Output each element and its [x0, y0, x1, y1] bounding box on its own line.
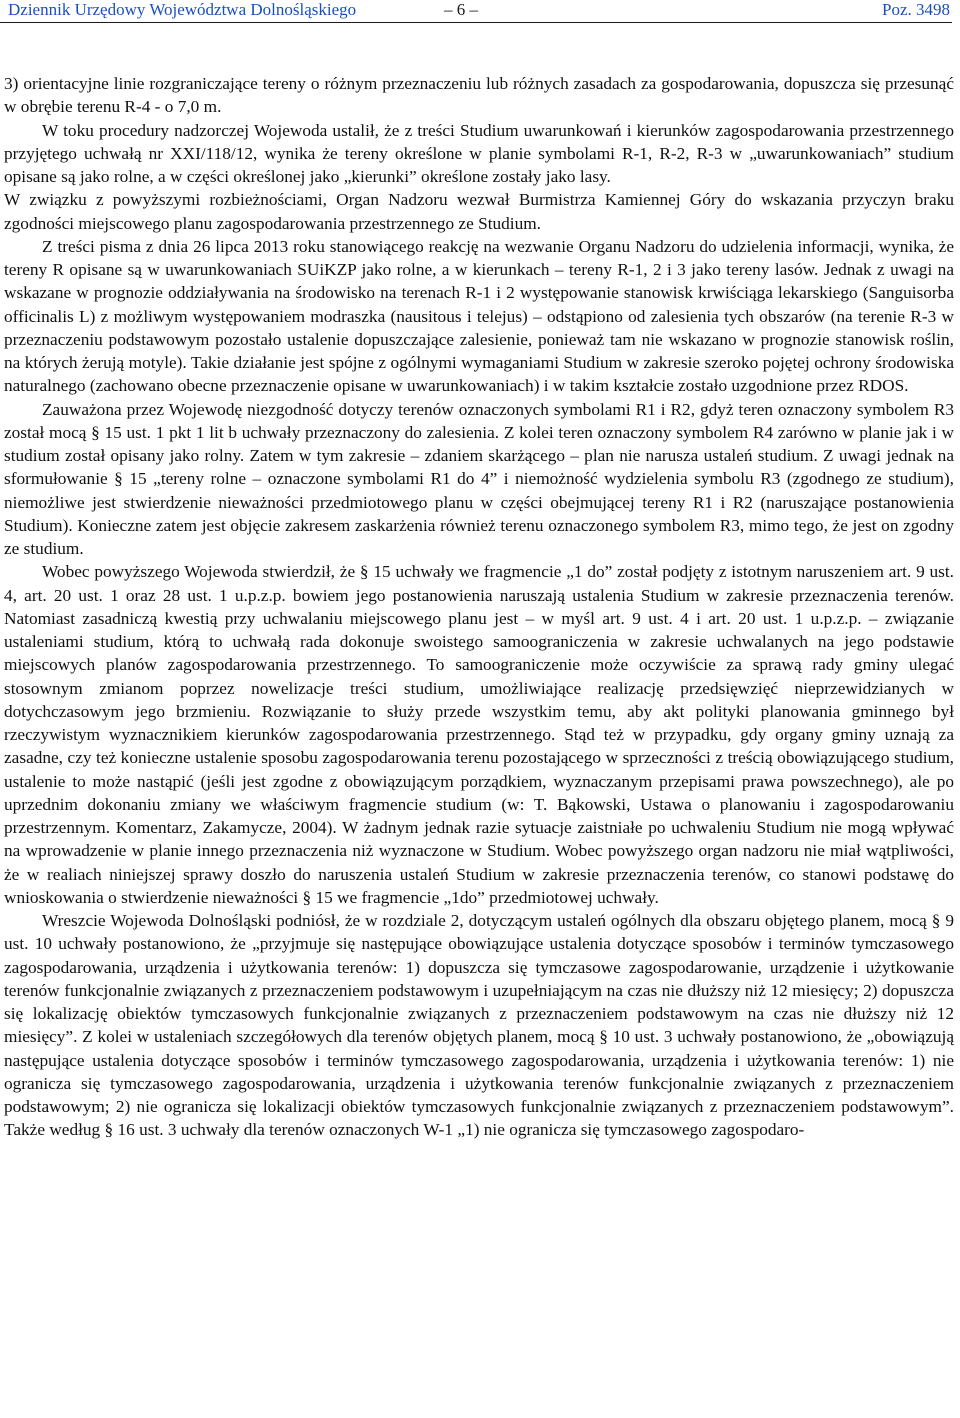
- header-divider: [0, 22, 952, 23]
- paragraph-procedure: W toku procedury nadzorczej Wojewoda ustalił, że z treści Studium uwarunkowań i kierunków zagospodarowania przestrzennego przyjętego uchwałą nr XXI/118/12, wynika że tereny określone w planie symbolami R-1, R-2, R-3 w „uwarunkowaniach” studium opisane są jako rolne, a w części określonej jako „kierunki” określone zostały jako lasy.: [4, 120, 954, 186]
- document-body: [4, 72, 954, 1142]
- paragraph-letter-response: Z treści pisma z dnia 26 lipca 2013 roku stanowiącego reakcję na wezwanie Organu Nadzoru do udzielenia informacji, wynika, że tereny R opisane są w uwarunkowaniach SUiKZP jako rolne, a w kierunkach – tereny R-1, 2 i 3 jako tereny lasów. Jednak z uwagi na wskazane w prognozie oddziaływania na środowisko na terenach R-1 i 2 występowanie stanowisk krwiściąga lekarskiego (Sanguisorba officinalis L) z możliwym występowaniem modraszka (nausitous i telejus) – odstąpiono od zalesienia tych obszarów (na terenie R-3 w przeznaczeniu podstawowym pozostało ustalenie dopuszczające zalesienie, ponieważ tam nie wskazano w prognozie stanowisk roślin, na których żerują motyle). Takie działanie jest spójne z ogólnymi wymaganiami Studium w zakresie szeroko pojętej ochrony środowiska naturalnego (zachowano obecne przeznaczenie opisane w uwarunkowaniach) i w takim kształcie zostało uzgodnione przez RDOS.: [4, 236, 954, 396]
- paragraph-conclusion: Wobec powyższego Wojewoda stwierdził, że § 15 uchwały we fragmencie „1 do” został podjęty z istotnym naruszeniem art. 9 ust. 4, art. 20 ust. 1 oraz 28 ust. 1 u.p.z.p. bowiem jego postanowienia naruszają ustalenia Studium w zakresie przeznaczenia terenów. Natomiast zasadniczą kwestią przy uchwalaniu miejscowego planu jest – w myśl art. 9 ust. 4 i art. 20 ust. 1 u.p.z.p. – związanie ustaleniami studium, którą to uchwałą rada dokonuje swoistego samoograniczenia w zakresie uchwalanych na jego podstawie miejscowych planów zagospodarowania przestrzennego. To samoograniczenie może oczywiście za sprawą rady gminy ulegać stosownym zmianom poprzez nowelizacje treści studium, umożliwiające realizację przedsięwzięć nieprzewidzianych w dotychczasowym jego brzmieniu. Rozwiązanie to służy przede wszystkim temu, aby akt polityki planowania gminnego był rzeczywistym wyznacznikiem kierunków zagospodarowania przestrzennego. Stąd też w przypadku, gdy organy gminy uznają za zasadne, czy też konieczne ustalenie sposobu zagospodarowania terenu pozostającego w sprzeczności z treścią obowiązującego studium, ustalenie to może nastąpić (jeśli jest zgodne z obowiązującym porządkiem, wyznaczanym przepisami prawa powszechnego), ale po uprzednim dokonaniu zmiany we właściwym fragmencie studium (w: T. Bąkowski, Ustawa o planowaniu i zagospodarowaniu przestrzennym. Komentarz, Zakamycze, 2004). W żadnym jednak razie sytuacje zaistniałe po uchwaleniu Studium nie mogą wpływać na wprowadzenie w planie innego przeznaczenia niż wyznaczone w Studium. Wobec powyższego organ nadzoru nie miał wątpliwości, że w realiach niniejszej sprawy doszło do naruszenia ustaleń Studium w zakresie przeznaczenia terenów, co stanowi podstawę do wnioskowania o stwierdzenie nieważności § 15 we fragmencie „1do” przedmiotowej uchwały.: [4, 562, 954, 907]
- paragraph-summons: W związku z powyższymi rozbieżnościami, Organ Nadzoru wezwał Burmistrza Kamiennej Góry do wskazania przyczyn braku zgodności miejscowego planu zagospodarowania przestrzennego ze Studium.: [4, 190, 954, 233]
- page-header: [4, 0, 956, 22]
- paragraph-inconsistency: Zauważona przez Wojewodę niezgodność dotyczy terenów oznaczonych symbolami R1 i R2, gdyż teren oznaczony symbolem R3 został mocą § 15 ust. 1 pkt 1 lit b uchwały przeznaczony do zalesienia. Z kolei teren oznaczony symbolem R4 zarówno w planie jak i w studium został opisany jako rolny. Zatem w tym zakresie – zdaniem skarżącego – plan nie narusza ustaleń studium. Z uwagi jednak na sformułowanie § 15 „tereny rolne – oznaczone symbolami R1 do 4” i niemożność wydzielenia symbolu R3 (zgodnego ze studium), niemożliwe jest stwierdzenie nieważności przedmiotowego planu w części obejmującej tereny R1 i R2 (naruszające postanowienia Studium). Konieczne zatem jest objęcie zakresem zaskarżenia również terenu oznaczonego symbolem R3, mimo tego, że jest on zgodny ze studium.: [4, 399, 954, 558]
- journal-title-link[interactable]: Dziennik Urzędowy Województwa Dolnośląskiego: [8, 0, 357, 19]
- page-number: – 6 –: [444, 0, 478, 19]
- position-link[interactable]: Poz. 3498: [882, 0, 950, 19]
- paragraph-temporary-use: Wreszcie Wojewoda Dolnośląski podniósł, że w rozdziale 2, dotyczącym ustaleń ogólnych dla obszaru objętego planem, mocą § 9 ust. 10 uchwały postanowiono, że „przyjmuje się następujące obowiązujące ustalenia dotyczące sposobów i terminów tymczasowego zagospodarowania, urządzenia i użytkowania terenów: 1) dopuszcza się tymczasowe zagospodarowanie, urządzenie i użytkowanie terenów funkcjonalnie związanych z przeznaczeniem podstawowym i uzupełniającym na czas nie dłuższy niż 12 miesięcy; 2) dopuszcza się lokalizację obiektów tymczasowych funkcjonalnie związanych z przeznaczeniem podstawowym na czas nie dłuższy niż 12 miesięcy”. Z kolei w ustaleniach szczegółowych dla terenów objętych planem, mocą § 10 ust. 3 uchwały postanowiono, że „obowiązują następujące ustalenia dotyczące sposobów i terminów tymczasowego zagospodarowania, urządzenia i użytkowania terenów: 1) nie ogranicza się tymczasowego zagospodarowania, urządzenia i użytkowania terenów funkcjonalnie związanych z przeznaczeniem podstawowym; 2) nie ogranicza się lokalizacji obiektów tymczasowych funkcjonalnie związanych z przeznaczeniem podstawowym”. Także według § 16 ust. 3 uchwały dla terenów oznaczonych W-1 „1) nie ogranicza się tymczasowego zagospodaro-: [4, 911, 954, 1140]
- paragraph-list-item-3: 3) orientacyjne linie rozgraniczające tereny o różnym przeznaczeniu lub różnych zasadach za gospodarowania, dopuszcza się przesunąć w obrębie terenu R-4 - o 7,0 m.: [4, 74, 954, 117]
